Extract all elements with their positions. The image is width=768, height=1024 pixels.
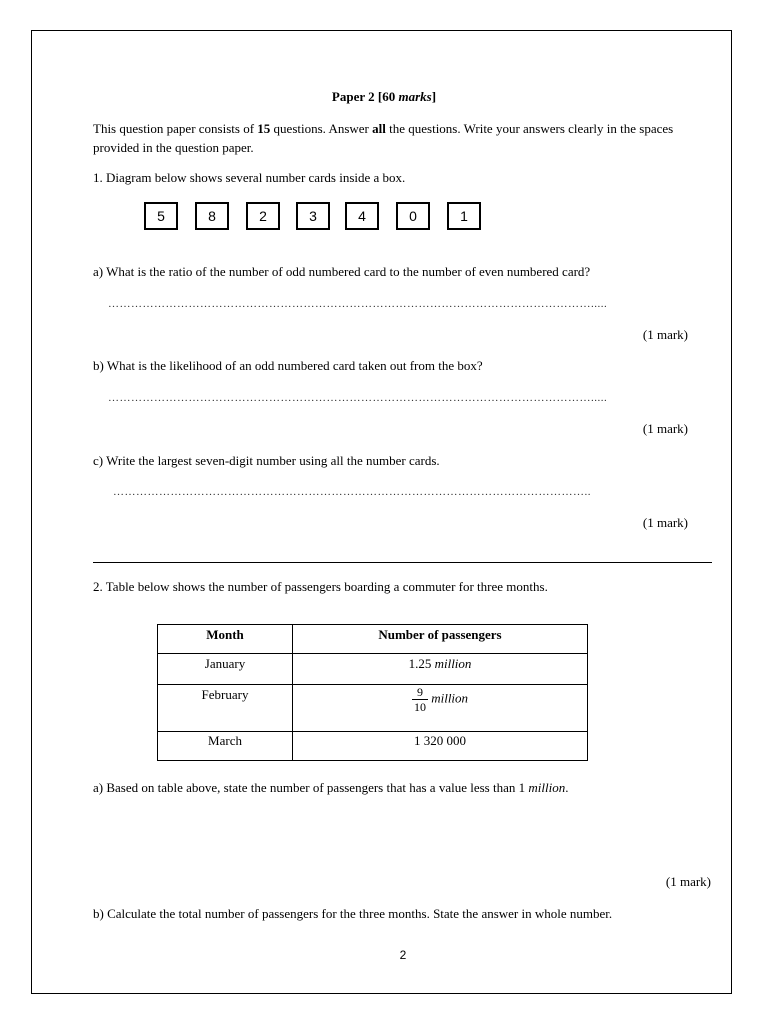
- question-2b: b) Calculate the total number of passengers for the three months. State the answer in whole number.: [93, 906, 613, 921]
- number-card: 0: [396, 202, 430, 230]
- table-row: [158, 685, 588, 732]
- question-2-stem: 2. Table below shows the number of passengers boarding a commuter for three months.: [93, 579, 548, 594]
- table-header-passengers: Number of passengers: [293, 625, 588, 654]
- mark-1c: (1 mark): [642, 515, 688, 530]
- month-cell: March: [158, 732, 293, 761]
- paper-title: Paper 2 [60 marks]: [331, 89, 437, 104]
- number-card: 1: [447, 202, 481, 230]
- table-row: [158, 732, 588, 761]
- question-2a: a) Based on table above, state the number of passengers that has a value less than 1 million.: [93, 780, 569, 795]
- number-card: 2: [246, 202, 280, 230]
- page-number: 2: [399, 948, 407, 962]
- passengers-table: [157, 624, 588, 761]
- mark-1b: (1 mark): [642, 421, 688, 436]
- question-1-stem: 1. Diagram below shows several number cards inside a box.: [93, 170, 406, 185]
- question-1a: a) What is the ratio of the number of odd numbered card to the number of even numbered card?: [93, 264, 591, 279]
- fraction: $\frac{9}{10}$: [413, 685, 426, 714]
- month-cell: January: [158, 654, 293, 685]
- mark-1a: (1 mark): [642, 327, 688, 342]
- month-cell: February: [158, 685, 293, 732]
- instructions: This question paper consists of 15 questions. Answer all the questions. Write your answers clearly in the spaces provided in the question paper.: [93, 121, 674, 155]
- number-card: 4: [345, 202, 379, 230]
- number-card: 5: [144, 202, 178, 230]
- section-divider: [93, 562, 712, 563]
- passengers-cell: 1 320 000: [293, 732, 588, 761]
- answer-line-1a[interactable]: ……………………………………………………………………………………………………………….....: [108, 298, 608, 310]
- answer-line-1c[interactable]: ……………………………………………………………………………………………………………..: [113, 486, 591, 498]
- question-1b: b) What is the likelihood of an odd numbered card taken out from the box?: [93, 358, 483, 373]
- question-1c: c) Write the largest seven-digit number using all the number cards.: [93, 453, 440, 468]
- mark-2a: (1 mark): [665, 874, 711, 889]
- table-row: [158, 654, 588, 685]
- number-card: 3: [296, 202, 330, 230]
- number-card: 8: [195, 202, 229, 230]
- passengers-cell: 1.25 million: [293, 654, 588, 685]
- table-header-month: Month: [158, 625, 293, 654]
- passengers-cell: $\frac{9}{10}$ million: [293, 685, 588, 732]
- answer-line-1b[interactable]: ……………………………………………………………………………………………………………….....: [108, 392, 608, 404]
